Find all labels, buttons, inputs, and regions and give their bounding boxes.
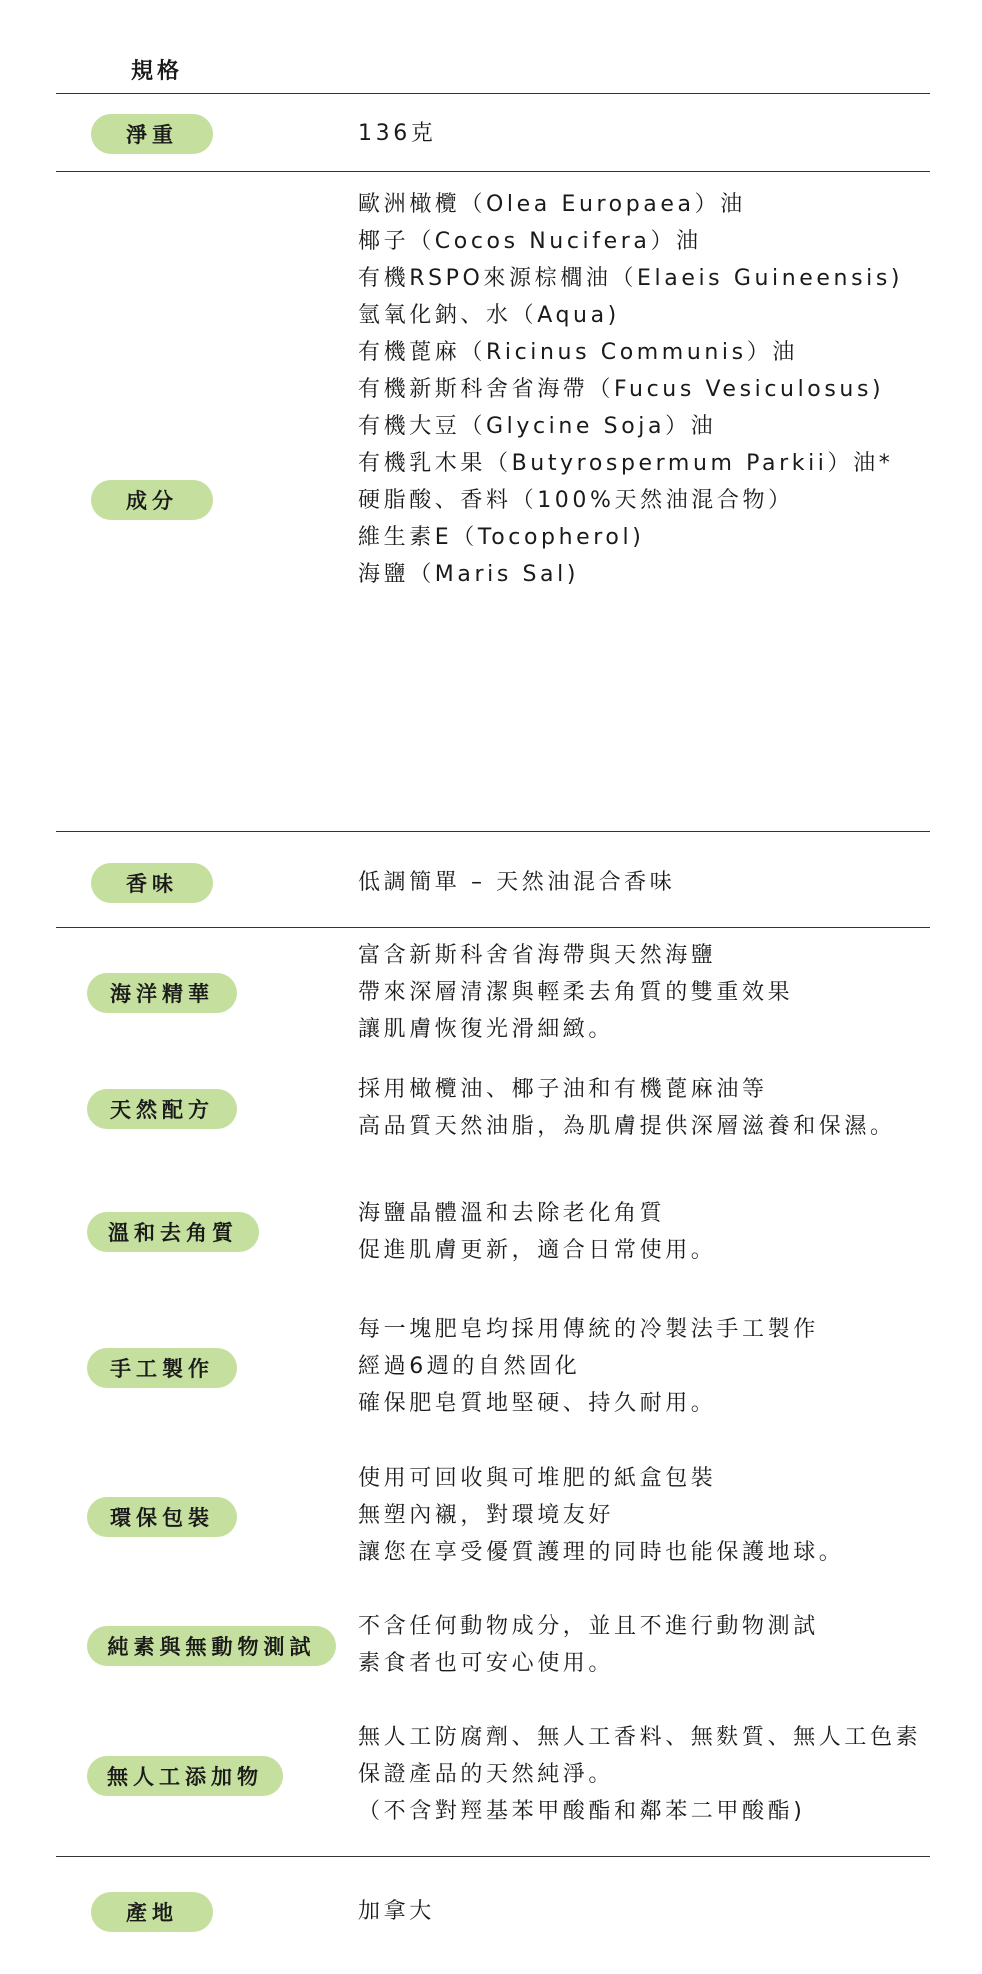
feature-line: 促進肌膚更新，適合日常使用。 — [358, 1238, 717, 1263]
ingredients-label-pill: 成分 — [91, 480, 213, 520]
feature-label-pill: 海洋精華 — [87, 973, 237, 1013]
feature-description — [358, 937, 793, 1048]
divider — [56, 93, 930, 94]
origin-value: 加拿大 — [358, 1899, 435, 1924]
feature-label-pill: 環保包裝 — [87, 1497, 237, 1537]
feature-description — [358, 1311, 819, 1422]
ingredient-item: 椰子（Cocos Nucifera）油 — [358, 229, 702, 254]
feature-label-pill: 溫和去角質 — [87, 1212, 259, 1252]
feature-line: 富含新斯科舍省海帶與天然海鹽 — [358, 943, 717, 968]
feature-line: 採用橄欖油、椰子油和有機蓖麻油等 — [358, 1077, 768, 1102]
feature-line: 讓肌膚恢復光滑細緻。 — [358, 1017, 615, 1042]
page-title: 規格 — [131, 59, 184, 84]
origin-label-pill: 產地 — [91, 1892, 213, 1932]
feature-line: 無塑內襯，對環境友好 — [358, 1503, 615, 1528]
feature-description — [358, 1719, 921, 1830]
feature-line: 無人工防腐劑、無人工香料、無麩質、無人工色素 — [358, 1725, 922, 1750]
ingredient-item: 有機乳木果（Butyrospermum Parkii）油* — [358, 451, 894, 476]
ingredient-item: 有機大豆（Glycine Soja）油 — [358, 414, 717, 439]
ingredient-item: 維生素E（Tocopherol) — [358, 525, 645, 550]
weight-value: 136克 — [358, 121, 437, 146]
divider — [56, 171, 930, 172]
feature-label-pill: 天然配方 — [87, 1089, 237, 1129]
feature-description — [358, 1071, 896, 1145]
ingredient-item: 歐洲橄欖（Olea Europaea）油 — [358, 192, 746, 217]
feature-description — [358, 1195, 716, 1269]
feature-line: 使用可回收與可堆肥的紙盒包裝 — [358, 1466, 717, 1491]
feature-line: 確保肥皂質地堅硬、持久耐用。 — [358, 1391, 717, 1416]
divider — [56, 927, 930, 928]
feature-line: 帶來深層清潔與輕柔去角質的雙重效果 — [358, 980, 794, 1005]
feature-label-pill: 手工製作 — [87, 1348, 237, 1388]
feature-label-pill: 無人工添加物 — [87, 1756, 283, 1796]
ingredient-item: 有機新斯科舍省海帶（Fucus Vesiculosus) — [358, 377, 885, 402]
feature-line: 經過6週的自然固化 — [358, 1354, 581, 1379]
feature-description — [358, 1460, 844, 1571]
feature-line: 保證產品的天然純淨。 — [358, 1762, 615, 1787]
ingredient-item: 硬脂酸、香料（100%天然油混合物） — [358, 488, 794, 513]
feature-line: 高品質天然油脂，為肌膚提供深層滋養和保濕。 — [358, 1114, 896, 1139]
divider — [56, 1856, 930, 1857]
ingredient-item: 海鹽（Maris Sal) — [358, 562, 580, 587]
feature-description — [358, 1608, 819, 1682]
feature-line: 素食者也可安心使用。 — [358, 1651, 615, 1676]
feature-line: 讓您在享受優質護理的同時也能保護地球。 — [358, 1540, 845, 1565]
feature-line: 海鹽晶體溫和去除老化角質 — [358, 1201, 666, 1226]
scent-value: 低調簡單 – 天然油混合香味 — [358, 870, 676, 895]
ingredients-list — [358, 186, 903, 593]
feature-line: （不含對羥基苯甲酸酯和鄰苯二甲酸酯) — [358, 1799, 806, 1824]
weight-label-pill: 淨重 — [91, 114, 213, 154]
feature-label-pill: 純素與無動物測試 — [87, 1626, 336, 1666]
scent-label-pill: 香味 — [91, 863, 213, 903]
ingredient-item: 氫氧化鈉、水（Aqua) — [358, 303, 620, 328]
ingredient-item: 有機RSPO來源棕櫚油（Elaeis Guineensis) — [358, 266, 904, 291]
feature-line: 每一塊肥皂均採用傳統的冷製法手工製作 — [358, 1317, 819, 1342]
feature-line: 不含任何動物成分，並且不進行動物測試 — [358, 1614, 819, 1639]
ingredient-item: 有機蓖麻（Ricinus Communis）油 — [358, 340, 798, 365]
divider — [56, 831, 930, 832]
